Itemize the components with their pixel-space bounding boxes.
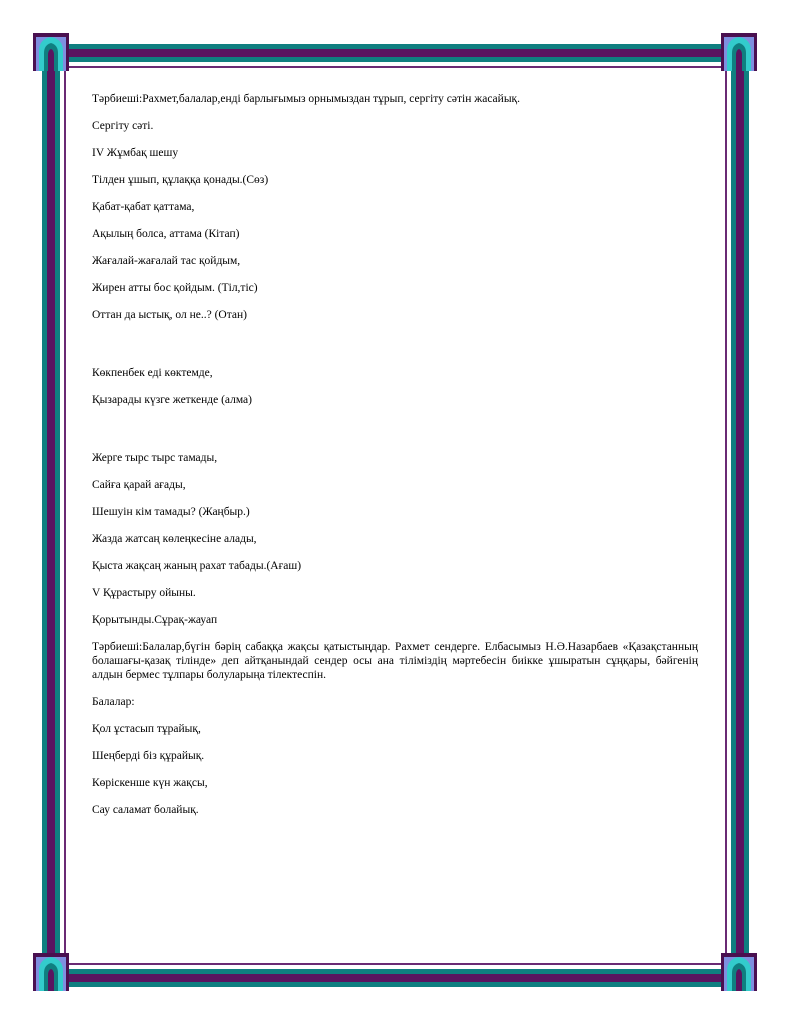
riddle-line: Сайға қарай ағады,: [92, 479, 186, 491]
heading-exercise: Сергіту сәті.: [92, 120, 154, 132]
poem-line: Шеңберді біз құрайық.: [92, 750, 205, 762]
frame-right-border: [725, 66, 749, 966]
poem-line: Көріскенше күн жақсы,: [92, 777, 208, 789]
riddle-line: Жағалай-жағалай тас қойдым,: [92, 255, 241, 267]
corner-ornament-top-left: [33, 33, 69, 71]
heading-riddles: IV Жұмбақ шешу: [92, 147, 179, 159]
riddle-line: Жерге тырс тырс тамады,: [92, 452, 218, 464]
document-body: [92, 92, 698, 830]
riddle-line: Тілден ұшып, құлаққа қонады.(Сөз): [92, 174, 269, 186]
riddle-line: Жирен атты бос қойдым. (Тіл,тіс): [92, 282, 258, 294]
riddle-line: Оттан да ыстық, ол не..? (Отан): [92, 309, 247, 321]
spacer: [92, 420, 698, 451]
riddle-line: Қабат-қабат қаттама,: [92, 201, 195, 213]
corner-ornament-top-right: [721, 33, 757, 71]
riddle-line: Қызарады күзге жеткенде (алма): [92, 394, 252, 406]
poem-line: Сау саламат болайық.: [92, 804, 199, 816]
frame-top-border: [66, 44, 726, 68]
riddle-line: Ақылың болса, аттама (Кітап): [92, 228, 240, 240]
paragraph-intro: Тәрбиеші:Рахмет,балалар,енді барлығымыз орнымыздан тұрып, сергіту сәтін жасайық.: [92, 93, 521, 105]
children-label: Балалар:: [92, 696, 135, 708]
riddle-line: Шешуін кім тамады? (Жаңбыр.): [92, 506, 250, 518]
heading-game: V Құрастыру ойыны.: [92, 587, 196, 599]
corner-ornament-bottom-right: [721, 953, 757, 991]
poem-line: Қол ұстасып тұрайық,: [92, 723, 201, 735]
spacer: [92, 335, 698, 366]
paragraph-teacher-closing: Тәрбиеші:Балалар,бүгін бәрің сабаққа жақсы қатыстыңдар. Рахмет сендерге. Елбасымыз Н.Ә.Назарбаев «Қазақстанның болашағы-қазақ тілінде» деп айтқанындай сендер осы ана тіліміздің мәртебесін биікке ұшыратын сұңқары, бәйгенің алдын бермес тұлпары болуларыңа тілектеспін.: [92, 641, 698, 681]
riddle-line: Қыста жақсаң жаның рахат табады.(Ағаш): [92, 560, 302, 572]
riddle-line: Көкпенбек еді көктемде,: [92, 367, 213, 379]
frame-bottom-border: [66, 963, 726, 987]
riddle-line: Жазда жатсаң көлеңкесіне алады,: [92, 533, 257, 545]
corner-ornament-bottom-left: [33, 953, 69, 991]
frame-left-border: [42, 66, 66, 966]
heading-conclusion: Қорытынды.Сұрақ-жауап: [92, 614, 218, 626]
